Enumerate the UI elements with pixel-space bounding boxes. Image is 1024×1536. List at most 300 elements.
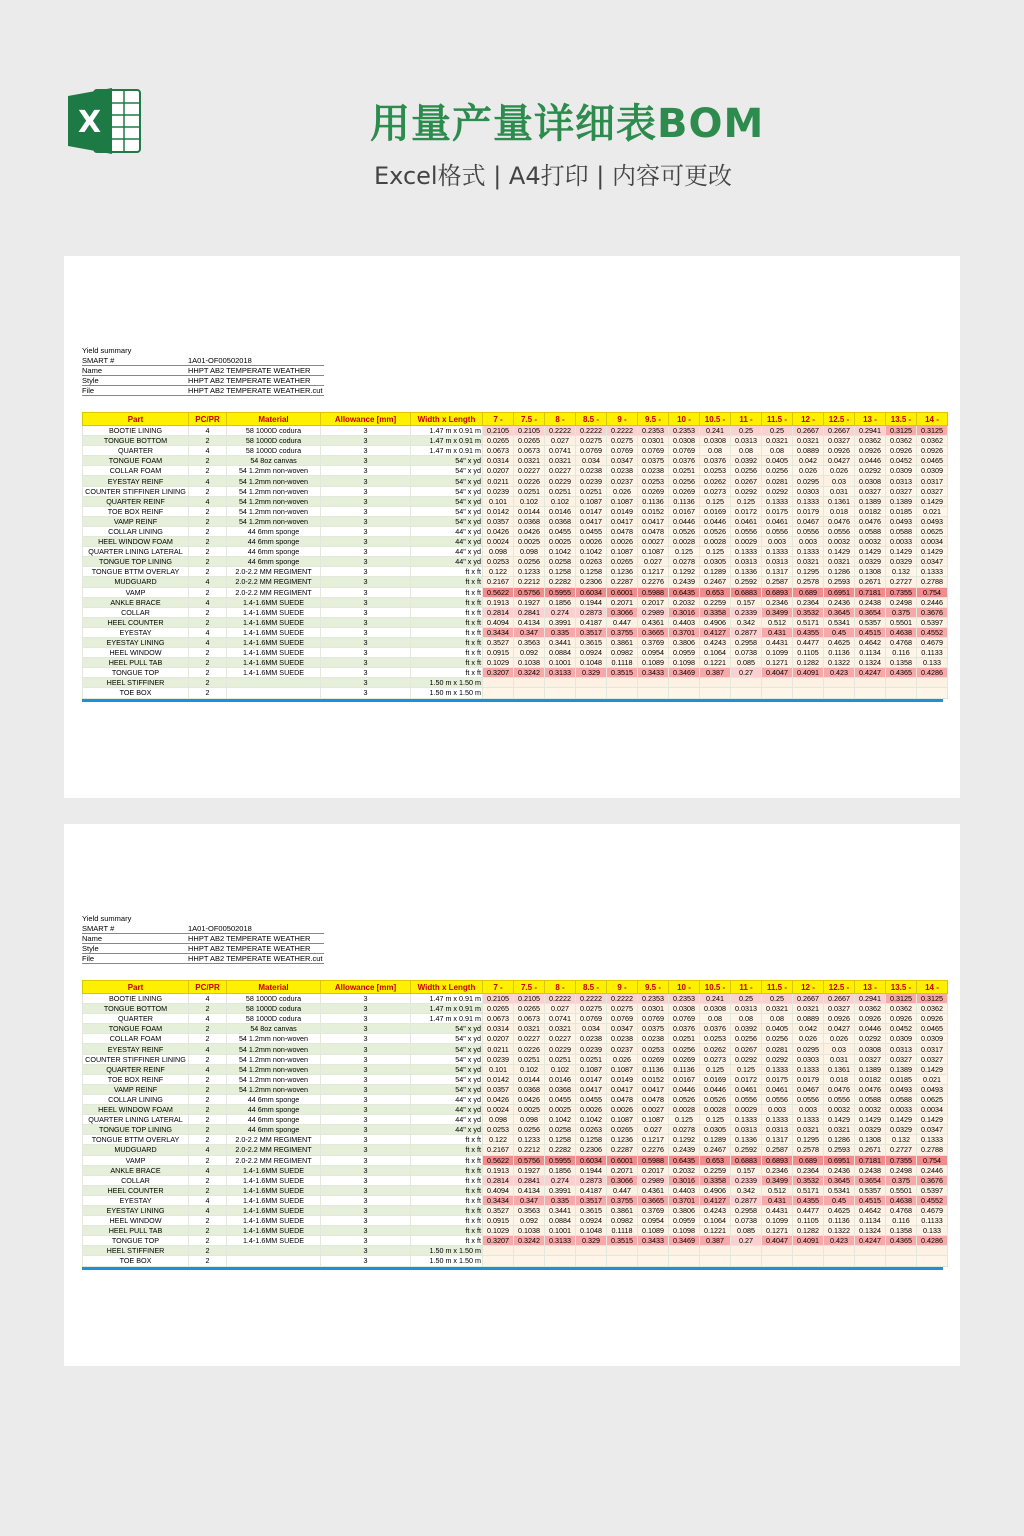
table-row [83, 547, 948, 557]
yield-cell: 0.0147 [576, 1074, 607, 1084]
table-row [83, 466, 948, 476]
yield-cell: 0.1333 [762, 1115, 793, 1125]
column-header: Material [227, 981, 321, 994]
yield-cell: 0.4361 [638, 1185, 669, 1195]
allowance-cell: 3 [321, 1135, 411, 1145]
material-cell: 44 6mm sponge [227, 557, 321, 567]
column-header: 12.5 - [824, 981, 855, 994]
width-length-cell: 54" x yd [411, 496, 483, 506]
yield-cell: 0.2587 [762, 577, 793, 587]
pc-cell: 4 [189, 476, 227, 486]
table-row [83, 1034, 948, 1044]
yield-cell: 0.0327 [824, 1004, 855, 1014]
yield-cell: 0.0467 [793, 516, 824, 526]
yield-cell: 0.6034 [576, 587, 607, 597]
yield-cell: 0.4906 [700, 1185, 731, 1195]
yield-cell: 0.1927 [514, 1165, 545, 1175]
part-cell: EYESTAY LINING [83, 1205, 189, 1215]
yield-cell: 0.026 [824, 466, 855, 476]
yield-cell [793, 678, 824, 688]
yield-cell [731, 678, 762, 688]
part-cell: QUARTER REINF [83, 496, 189, 506]
yield-cell: 0.122 [483, 1135, 514, 1145]
yield-cell: 0.0327 [824, 436, 855, 446]
part-cell: QUARTER REINF [83, 1064, 189, 1074]
yield-cell: 0.2306 [576, 577, 607, 587]
column-header: 14 - [917, 413, 948, 426]
material-cell: 1.4-1.6MM SUEDE [227, 1216, 321, 1226]
part-cell: TONGUE TOP LINING [83, 557, 189, 567]
yield-cell: 0.689 [793, 587, 824, 597]
yield-cell: 0.2788 [917, 1145, 948, 1155]
yield-cell: 0.0237 [607, 476, 638, 486]
material-cell: 54 1.2mm non-woven [227, 466, 321, 476]
yield-cell: 0.2071 [607, 1165, 638, 1175]
yield-cell: 0.1087 [607, 547, 638, 557]
pc-cell: 4 [189, 994, 227, 1004]
yield-cell: 0.0032 [855, 1105, 886, 1115]
yield-cell: 0.329 [576, 668, 607, 678]
yield-cell: 0.1333 [793, 496, 824, 506]
yield-cell: 0.0238 [607, 1034, 638, 1044]
yield-cell: 0.512 [762, 617, 793, 627]
yield-cell: 0.387 [700, 1236, 731, 1246]
yield-cell: 0.0028 [700, 537, 731, 547]
yield-cell: 0.0185 [886, 506, 917, 516]
yield-cell: 0.0368 [545, 516, 576, 526]
table-row [83, 1195, 948, 1205]
allowance-cell: 3 [321, 668, 411, 678]
allowance-cell: 3 [321, 637, 411, 647]
yield-cell: 0.0237 [607, 1044, 638, 1054]
yield-cell: 0.0452 [886, 456, 917, 466]
width-length-cell: 1.50 m x 1.50 m [411, 678, 483, 688]
yield-cell: 0.2353 [638, 994, 669, 1004]
table-row [83, 1074, 948, 1084]
yield-cell [545, 688, 576, 698]
table-row [83, 506, 948, 516]
yield-cell: 0.0263 [576, 557, 607, 567]
yield-cell: 0.1333 [793, 1115, 824, 1125]
yield-cell: 0.0152 [638, 1074, 669, 1084]
yield-cell: 0.0142 [483, 1074, 514, 1084]
table-row [83, 1014, 948, 1024]
meta-row [82, 376, 948, 386]
yield-cell [669, 1256, 700, 1266]
yield-cell [483, 688, 514, 698]
yield-cell: 0.3207 [483, 668, 514, 678]
pc-cell: 2 [189, 678, 227, 688]
yield-cell: 0.4515 [855, 627, 886, 637]
yield-cell: 0.3242 [514, 668, 545, 678]
yield-cell: 0.2877 [731, 1195, 762, 1205]
yield-cell: 0.1856 [545, 597, 576, 607]
yield-cell [669, 1246, 700, 1256]
yield-cell: 0.3441 [545, 637, 576, 647]
yield-cell [514, 688, 545, 698]
yield-cell: 0.7181 [855, 1155, 886, 1165]
yield-cell: 0.1944 [576, 1165, 607, 1175]
yield-cell: 0.0556 [731, 1094, 762, 1104]
yield-cell: 0.1333 [762, 547, 793, 557]
part-cell: HEEL WINDOW [83, 648, 189, 658]
yield-cell: 0.0229 [545, 1044, 576, 1054]
yield-cell: 0.0227 [545, 1034, 576, 1044]
yield-cell: 0.1217 [638, 567, 669, 577]
yield-cell: 0.0556 [762, 526, 793, 536]
yield-cell: 0.4127 [700, 1195, 731, 1205]
allowance-cell: 3 [321, 577, 411, 587]
yield-cell: 0.4355 [793, 627, 824, 637]
material-cell: 54 8oz canvas [227, 1024, 321, 1034]
yield-cell: 0.1289 [700, 567, 731, 577]
table-row [83, 537, 948, 547]
yield-cell: 0.1333 [917, 1135, 948, 1145]
part-cell: EYESTAY REINF [83, 1044, 189, 1054]
yield-cell: 0.0446 [669, 516, 700, 526]
yield-cell: 0.125 [731, 496, 762, 506]
bom-table [82, 412, 948, 699]
yield-cell [762, 678, 793, 688]
yield-cell: 0.1308 [855, 1135, 886, 1145]
yield-cell: 0.1098 [669, 658, 700, 668]
yield-cell: 0.0405 [762, 1024, 793, 1034]
material-cell: 58 1000D codura [227, 1004, 321, 1014]
width-length-cell: 54" x yd [411, 486, 483, 496]
yield-cell: 0.0211 [483, 1044, 514, 1054]
meta-value: HHPT AB2 TEMPERATE WEATHER.cut [188, 954, 323, 963]
yield-cell: 0.1133 [917, 648, 948, 658]
yield-cell: 0.2438 [855, 597, 886, 607]
yield-cell: 0.0362 [855, 436, 886, 446]
yield-cell: 0.2498 [886, 597, 917, 607]
allowance-cell: 3 [321, 587, 411, 597]
yield-cell: 0.1913 [483, 1165, 514, 1175]
allowance-cell: 3 [321, 617, 411, 627]
part-cell: HEEL COUNTER [83, 617, 189, 627]
yield-cell: 0.0376 [669, 456, 700, 466]
yield-cell: 0.1105 [793, 1216, 824, 1226]
table-row [83, 1165, 948, 1175]
material-cell: 54 1.2mm non-woven [227, 476, 321, 486]
yield-cell [700, 1256, 731, 1266]
material-cell: 1.4-1.6MM SUEDE [227, 1205, 321, 1215]
pc-cell: 4 [189, 496, 227, 506]
yield-cell: 0.1136 [638, 1064, 669, 1074]
yield-cell: 0.0275 [576, 1004, 607, 1014]
yield-cell: 0.0321 [514, 456, 545, 466]
width-length-cell: 44" x yd [411, 1125, 483, 1135]
yield-cell: 0.0493 [886, 516, 917, 526]
part-cell: TONGUE FOAM [83, 456, 189, 466]
yield-cell: 0.5171 [793, 617, 824, 627]
yield-cell: 0.0308 [700, 436, 731, 446]
yield-cell: 0.0526 [700, 1094, 731, 1104]
yield-cell: 0.098 [483, 1115, 514, 1125]
yield-cell: 0.2671 [855, 1145, 886, 1155]
yield-cell: 0.2105 [483, 426, 514, 436]
column-header: 7.5 - [514, 413, 545, 426]
material-cell: 1.4-1.6MM SUEDE [227, 658, 321, 668]
yield-cell: 0.08 [762, 1014, 793, 1024]
yield-cell: 0.0556 [824, 526, 855, 536]
table-row [83, 1236, 948, 1246]
yield-cell: 0.0526 [669, 1094, 700, 1104]
column-header: 8 - [545, 413, 576, 426]
yield-cell: 0.0417 [576, 1084, 607, 1094]
pc-cell: 2 [189, 1115, 227, 1125]
yield-cell: 0.0238 [638, 466, 669, 476]
material-cell [227, 1256, 321, 1266]
yield-cell: 0.0478 [607, 526, 638, 536]
yield-cell: 0.0426 [514, 526, 545, 536]
pc-cell: 4 [189, 1195, 227, 1205]
table-row [83, 1064, 948, 1074]
material-cell: 2.0-2.2 MM REGIMENT [227, 587, 321, 597]
yield-cell: 0.3615 [576, 637, 607, 647]
yield-cell: 0.0455 [576, 1094, 607, 1104]
yield-cell: 0.4247 [855, 668, 886, 678]
yield-cell: 0.0167 [669, 1074, 700, 1084]
meta-key: File [82, 386, 188, 396]
yield-cell: 0.1317 [762, 1135, 793, 1145]
column-header: 7 - [483, 981, 514, 994]
yield-cell [731, 688, 762, 698]
yield-cell: 0.0446 [855, 1024, 886, 1034]
yield-cell: 0.2727 [886, 577, 917, 587]
yield-cell: 0.0446 [700, 1084, 731, 1094]
yield-cell [545, 678, 576, 688]
yield-cell: 0.5988 [638, 587, 669, 597]
material-cell: 1.4-1.6MM SUEDE [227, 1236, 321, 1246]
width-length-cell: 54" x yd [411, 466, 483, 476]
yield-cell: 0.0375 [638, 456, 669, 466]
width-length-cell: 1.50 m x 1.50 m [411, 1256, 483, 1266]
yield-cell [917, 688, 948, 698]
yield-cell: 0.0303 [793, 486, 824, 496]
yield-cell: 0.0149 [607, 1074, 638, 1084]
allowance-cell: 3 [321, 607, 411, 617]
yield-cell: 0.0588 [886, 1094, 917, 1104]
pc-cell: 2 [189, 466, 227, 476]
part-cell: EYESTAY [83, 1195, 189, 1205]
yield-cell: 0.0034 [917, 537, 948, 547]
part-cell: TONGUE BTTM OVERLAY [83, 1135, 189, 1145]
yield-cell: 0.0924 [576, 1216, 607, 1226]
width-length-cell: ft x ft [411, 1216, 483, 1226]
pc-cell: 4 [189, 1014, 227, 1024]
yield-cell: 0.2017 [638, 597, 669, 607]
yield-cell: 0.08 [762, 446, 793, 456]
yield-cell: 0.0461 [731, 516, 762, 526]
yield-cell [607, 1246, 638, 1256]
yield-cell: 0.125 [700, 547, 731, 557]
yield-cell: 0.0769 [669, 1014, 700, 1024]
yield-cell: 0.3515 [607, 668, 638, 678]
meta-row [82, 386, 948, 396]
width-length-cell: ft x ft [411, 1155, 483, 1165]
material-cell: 44 6mm sponge [227, 526, 321, 536]
meta-value: HHPT AB2 TEMPERATE WEATHER [188, 376, 324, 386]
yield-cell: 0.0313 [762, 1125, 793, 1135]
table-row [83, 456, 948, 466]
column-header: 10 - [669, 981, 700, 994]
column-header: PC/PR [189, 413, 227, 426]
yield-cell: 0.3563 [514, 637, 545, 647]
pc-cell: 2 [189, 658, 227, 668]
meta-value: 1A01-OF00502018 [188, 924, 324, 934]
allowance-cell: 3 [321, 994, 411, 1004]
allowance-cell: 3 [321, 1044, 411, 1054]
yield-cell: 0.4477 [793, 637, 824, 647]
part-cell: VAMP REINF [83, 1084, 189, 1094]
yield-cell [762, 688, 793, 698]
yield-cell: 0.0526 [669, 526, 700, 536]
material-cell: 54 1.2mm non-woven [227, 516, 321, 526]
yield-cell: 0.2958 [731, 637, 762, 647]
yield-cell: 0.653 [700, 587, 731, 597]
allowance-cell: 3 [321, 1074, 411, 1084]
yield-cell: 0.0556 [793, 526, 824, 536]
allowance-cell: 3 [321, 476, 411, 486]
yield-cell: 0.026 [793, 466, 824, 476]
yield-cell: 0.0769 [669, 446, 700, 456]
width-length-cell: 1.47 m x 0.91 m [411, 436, 483, 446]
yield-cell: 0.031 [824, 1054, 855, 1064]
yield-cell: 0.7355 [886, 587, 917, 597]
yield-cell: 0.0179 [793, 506, 824, 516]
yield-cell: 0.2578 [793, 1145, 824, 1155]
yield-cell: 0.2364 [793, 597, 824, 607]
yield-cell: 0.0347 [607, 456, 638, 466]
table-row [83, 688, 948, 698]
material-cell [227, 1246, 321, 1256]
yield-cell: 0.1029 [483, 1226, 514, 1236]
allowance-cell: 3 [321, 1034, 411, 1044]
material-cell: 1.4-1.6MM SUEDE [227, 1165, 321, 1175]
yield-cell: 0.0273 [700, 1054, 731, 1064]
allowance-cell: 3 [321, 1024, 411, 1034]
yield-cell: 0.0889 [793, 1014, 824, 1024]
yield-cell: 0.0673 [483, 1014, 514, 1024]
width-length-cell: ft x ft [411, 1165, 483, 1175]
width-length-cell: ft x ft [411, 1175, 483, 1185]
yield-cell: 0.4403 [669, 1185, 700, 1195]
pc-cell: 2 [189, 1175, 227, 1185]
yield-cell: 0.2222 [545, 994, 576, 1004]
yield-cell: 0.1389 [886, 496, 917, 506]
material-cell: 44 6mm sponge [227, 547, 321, 557]
yield-cell: 0.1295 [793, 567, 824, 577]
pc-cell: 2 [189, 1246, 227, 1256]
yield-cell: 0.0227 [545, 466, 576, 476]
yield-cell: 0.1361 [824, 1064, 855, 1074]
yield-cell: 0.08 [700, 1014, 731, 1024]
yield-cell: 0.116 [886, 648, 917, 658]
yield-cell: 0.3066 [607, 607, 638, 617]
yield-cell: 0.116 [886, 1216, 917, 1226]
part-cell: HEEL WINDOW FOAM [83, 537, 189, 547]
pc-cell: 4 [189, 1064, 227, 1074]
yield-cell: 0.2287 [607, 1145, 638, 1155]
yield-cell: 0.0769 [607, 1014, 638, 1024]
column-header: 11 - [731, 413, 762, 426]
yield-cell: 0.0769 [576, 1014, 607, 1024]
part-cell: EYESTAY REINF [83, 476, 189, 486]
table-row [83, 1175, 948, 1185]
pc-cell: 2 [189, 1004, 227, 1014]
yield-cell: 0.0253 [483, 1125, 514, 1135]
yield-cell: 0.1295 [793, 1135, 824, 1145]
yield-cell: 0.4243 [700, 637, 731, 647]
yield-cell: 0.2222 [576, 426, 607, 436]
yield-cell: 0.2222 [607, 994, 638, 1004]
yield-cell: 0.3125 [917, 426, 948, 436]
yield-cell [669, 688, 700, 698]
yield-cell: 0.0253 [638, 476, 669, 486]
yield-cell: 0.1333 [762, 496, 793, 506]
yield-cell: 0.0262 [700, 1044, 731, 1054]
yield-cell: 0.5955 [545, 587, 576, 597]
yield-cell: 0.0954 [638, 1216, 669, 1226]
yield-cell: 0.0169 [700, 1074, 731, 1084]
yield-cell: 0.0362 [886, 436, 917, 446]
yield-cell: 0.0256 [731, 1034, 762, 1044]
pc-cell: 2 [189, 617, 227, 627]
yield-cell: 0.1029 [483, 658, 514, 668]
width-length-cell: 1.47 m x 0.91 m [411, 994, 483, 1004]
yield-cell: 0.0926 [824, 446, 855, 456]
pc-cell: 2 [189, 1185, 227, 1195]
yield-cell: 0.0313 [731, 1004, 762, 1014]
yield-cell: 0.0292 [731, 486, 762, 496]
yield-cell: 0.0321 [793, 1125, 824, 1135]
yield-cell: 0.5501 [886, 1185, 917, 1195]
yield-cell [855, 688, 886, 698]
yield-cell: 0.2592 [731, 577, 762, 587]
meta-value: 1A01-OF00502018 [188, 356, 324, 366]
yield-cell: 0.1358 [886, 1226, 917, 1236]
yield-cell: 0.092 [514, 1216, 545, 1226]
yield-cell: 0.0253 [700, 1034, 731, 1044]
yield-cell: 0.2587 [762, 1145, 793, 1155]
yield-cell [638, 678, 669, 688]
yield-cell: 0.4127 [700, 627, 731, 637]
table-header-row [83, 413, 948, 426]
yield-cell: 0.133 [917, 658, 948, 668]
yield-cell: 0.4552 [917, 627, 948, 637]
yield-cell: 0.1258 [576, 567, 607, 577]
yield-cell: 0.0172 [731, 1074, 762, 1084]
yield-cell: 0.0278 [669, 557, 700, 567]
yield-cell: 0.0238 [576, 466, 607, 476]
yield-cell: 0.4286 [917, 668, 948, 678]
meta-block [82, 346, 948, 396]
yield-cell: 0.4091 [793, 1236, 824, 1246]
yield-cell: 0.0251 [576, 486, 607, 496]
yield-cell: 0.0147 [576, 506, 607, 516]
yield-cell [824, 1256, 855, 1266]
yield-cell: 0.5756 [514, 1155, 545, 1165]
yield-cell: 0.1048 [576, 658, 607, 668]
column-header: 8.5 - [576, 981, 607, 994]
yield-cell: 0.027 [545, 436, 576, 446]
yield-cell: 0.0924 [576, 648, 607, 658]
yield-cell: 0.5622 [483, 587, 514, 597]
sheet-preview-2 [64, 824, 960, 1366]
yield-cell: 0.6893 [762, 1155, 793, 1165]
yield-cell: 0.4355 [793, 1195, 824, 1205]
